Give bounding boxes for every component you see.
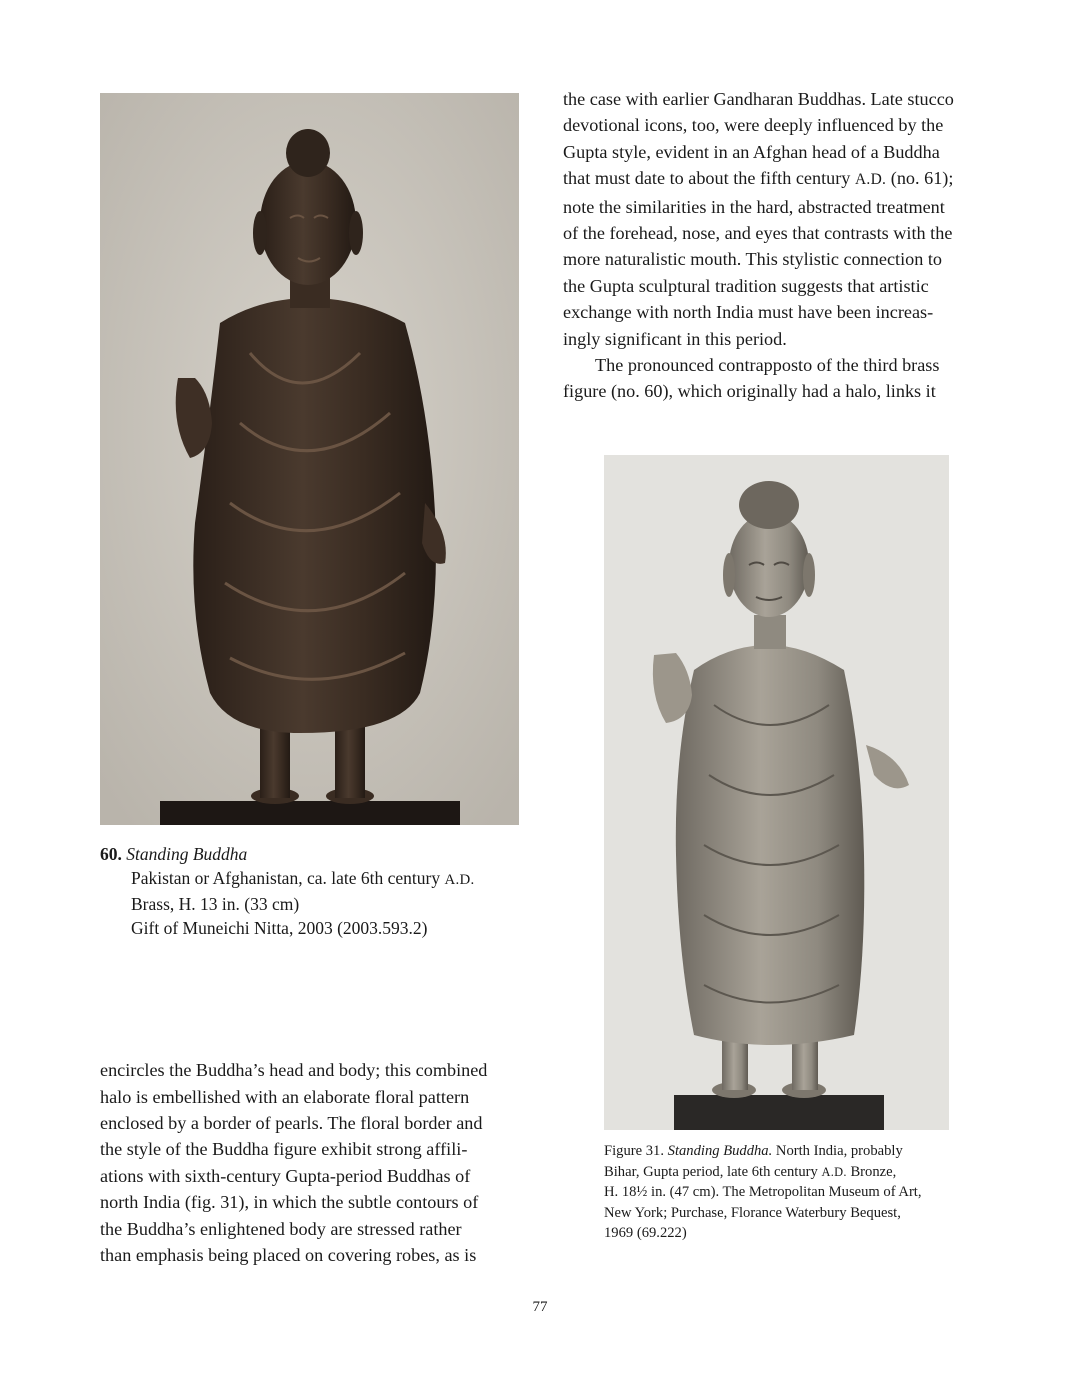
caption-line: 1969 (69.222) [604,1225,687,1242]
caption-line: H. 18½ in. (47 cm). The Metropolitan Museum of Art, [604,1184,922,1201]
figure-title: Standing Buddha. [667,1143,773,1159]
caption-medium-line: Brass, H. 13 in. (33 cm) [131,894,300,914]
text-line: figure (no. 60), which originally had a halo, links it [563,381,936,402]
figure-31-caption [604,1141,964,1244]
text-line: the case with earlier Gandharan Buddhas. Late stucco [563,89,954,109]
page-number: 77 [532,1299,548,1315]
caption-origin-line [100,866,520,892]
text-line: more naturalistic mouth. This stylistic connection to [563,249,943,270]
body-text-left-column [100,1039,520,1287]
standing-buddha-brass-photo [100,93,519,825]
text-line: The pronounced contrapposto of the third brass [595,355,940,376]
caption-origin: Pakistan or Afghanistan, ca. late 6th century [131,868,441,888]
caption-line: New York; Purchase, Florance Waterbury Bequest, [604,1204,901,1221]
text-line: halo is embellished with an elaborate floral pattern [100,1086,470,1107]
body-text-right-column [563,86,988,405]
era-abbreviation: A.D. [821,1164,847,1179]
text-line: than emphasis being placed on covering robes, as is [100,1245,477,1266]
caption-title-line [100,842,520,866]
text-line: enclosed by a border of pearls. The floral border and [100,1113,483,1133]
text-line: note the similarities in the hard, abstracted treatment [563,196,945,217]
text-line: exchange with north India must have been increas- [563,302,934,323]
text-line: ations with sixth-century Gupta-period Buddhas of [100,1165,471,1186]
caption-text: North India, probably [775,1143,903,1159]
text-line: encircles the Buddha’s head and body; this combined [100,1060,488,1081]
text-line-with-era [563,165,988,193]
text-line: Gupta style, evident in an Afghan head of a Buddha [563,141,940,162]
catalogue-number: 60. [100,844,122,864]
catalogue-reference: (no. 61); [890,168,954,189]
caption-text: Bihar, Gupta period, late 6th century [604,1163,818,1180]
text-line: the Gupta sculptural tradition suggests that artistic [563,275,929,296]
text-line: the style of the Buddha figure exhibit strong affili- [100,1139,468,1160]
caption-line [604,1162,964,1183]
paragraph-halo [100,1057,520,1268]
text-fragment: that must date to about the fifth century [563,168,851,189]
text-line: north India (fig. 31), in which the subtle contours of [100,1192,479,1213]
artwork-title: Standing Buddha [126,844,248,864]
caption-60 [100,842,520,940]
text-line: ingly significant in this period. [563,328,787,349]
era-abbreviation: A.D. [444,872,475,888]
paragraph-contrapposto [563,352,988,405]
paragraph-gandharan-comparison [563,86,988,352]
text-line: devotional icons, too, were deeply influenced by the [563,115,944,136]
text-line: of the forehead, nose, and eyes that contrasts with the [563,223,953,244]
caption-line [604,1141,964,1162]
caption-credit-line: Gift of Muneichi Nitta, 2003 (2003.593.2) [131,918,428,938]
figure-label: Figure 31. [604,1143,664,1159]
era-abbreviation: A.D. [854,171,887,189]
caption-text: Bronze, [850,1163,897,1180]
standing-buddha-bronze-photo [604,455,949,1130]
text-line: the Buddha’s enlightened body are stressed rather [100,1218,462,1239]
